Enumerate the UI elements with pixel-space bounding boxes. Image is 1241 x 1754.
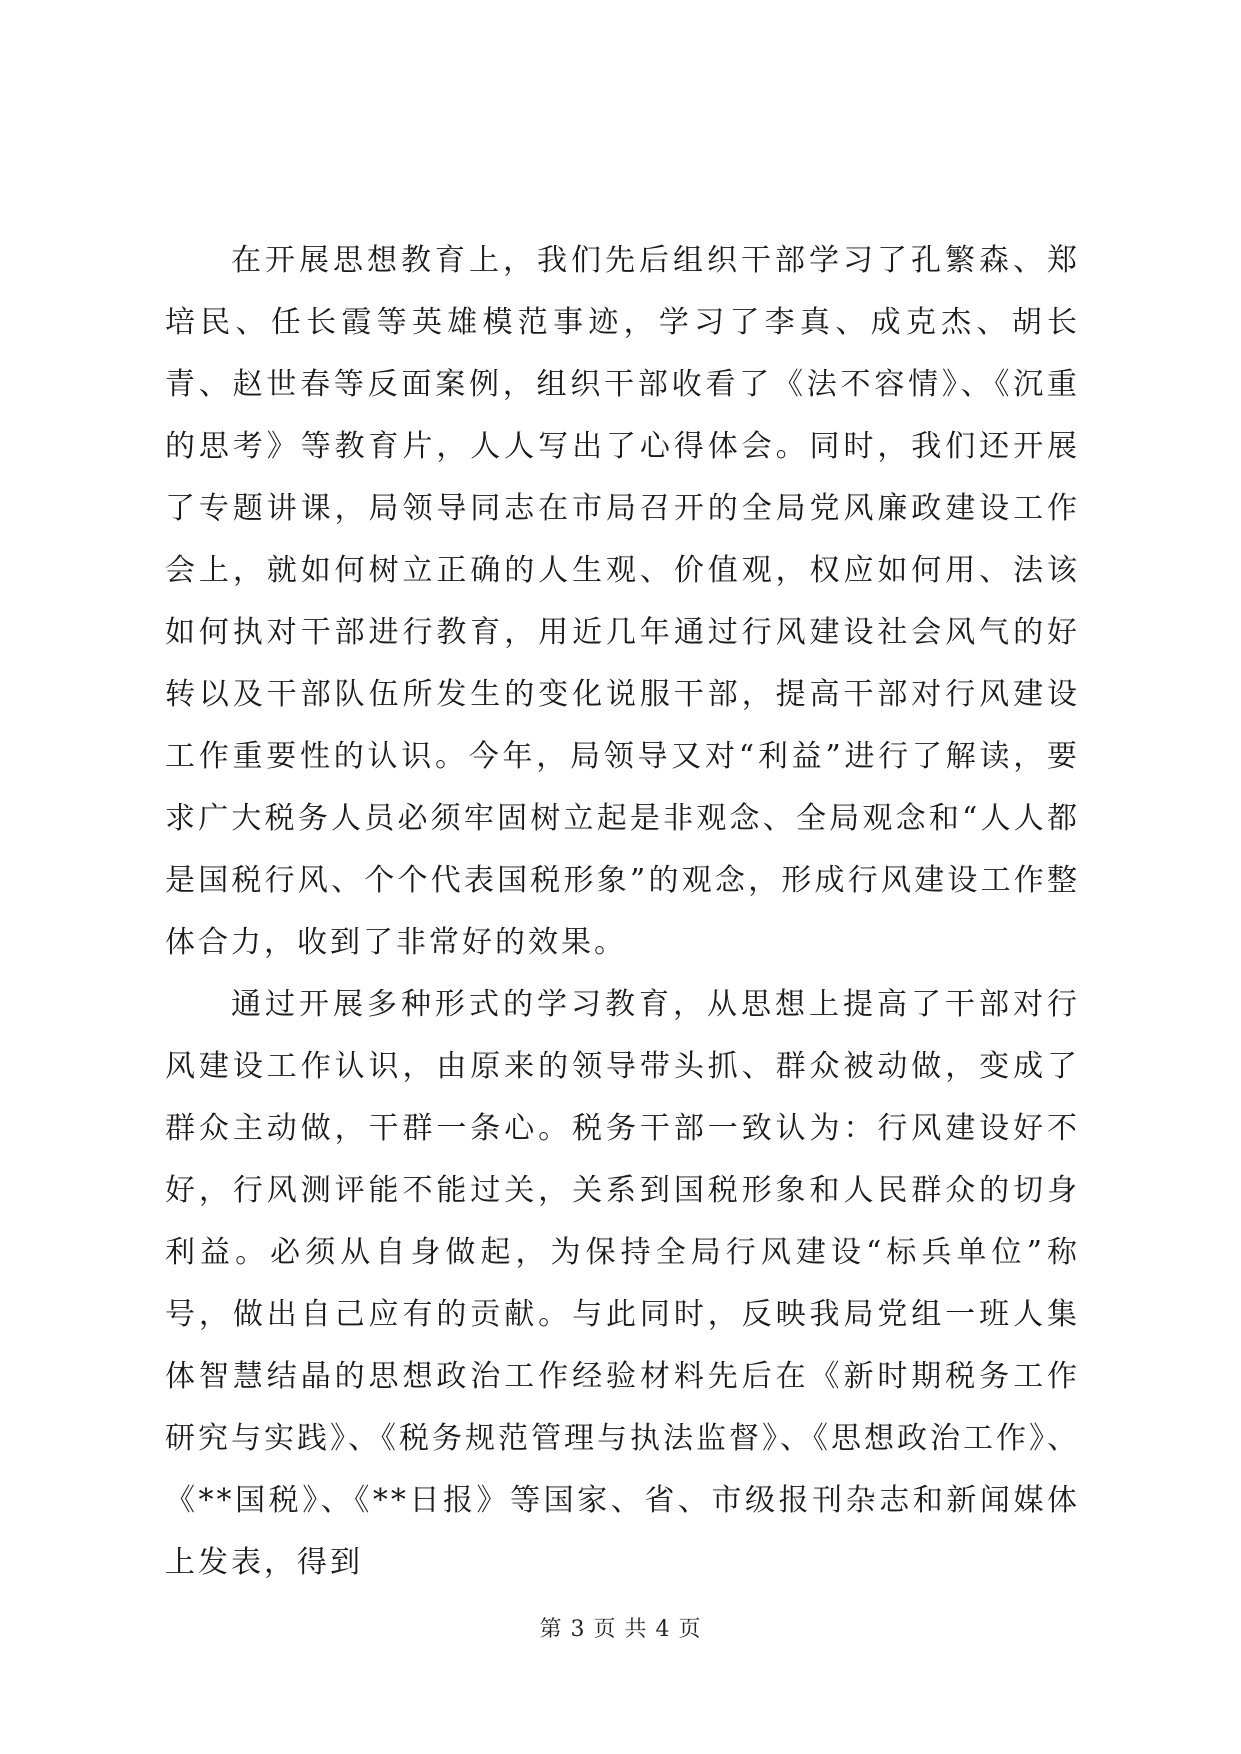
body-text (165, 230, 1080, 1594)
paragraph-2: 通过开展多种形式的学习教育，从思想上提高了干部对行风建设工作认识，由原来的领导带头抓、群众被动做，变成了群众主动做，干群一条心。税务干部一致认为：行风建设好不好，行风测评能不能过关，关系到国税形象和人民群众的切身利益。必须从自身做起，为保持全局行风建设“标兵单位”称号，做出自己应有的贡献。与此同时，反映我局党组一班人集体智慧结晶的思想政治工作经验材料先后在《新时期税务工作研究与实践》、《税务规范管理与执法监督》、《思想政治工作》、《**国税》、《**日报》等国家、省、市级报刊杂志和新闻媒体上发表，得到 (165, 987, 1080, 1580)
paragraph-1: 在开展思想教育上，我们先后组织干部学习了孔繁森、郑培民、任长霞等英雄模范事迹，学习了李真、成克杰、胡长青、赵世春等反面案例，组织干部收看了《法不容情》、《沉重的思考》等教育片，人人写出了心得体会。同时，我们还开展了专题讲课，局领导同志在市局召开的全局党风廉政建设工作会上，就如何树立正确的人生观、价值观，权应如何用、法该如何执对干部进行教育，用近几年通过行风建设社会风气的好转以及干部队伍所发生的变化说服干部，提高干部对行风建设工作重要性的认识。今年，局领导又对“利益”进行了解读，要求广大税务人员必须牢固树立起是非观念、全局观念和“人人都是国税行风、个个代表国税形象”的观念，形成行风建设工作整体合力，收到了非常好的效果。 (165, 243, 1080, 960)
page-number-footer: 第 3 页 共 4 页 (539, 1617, 702, 1642)
